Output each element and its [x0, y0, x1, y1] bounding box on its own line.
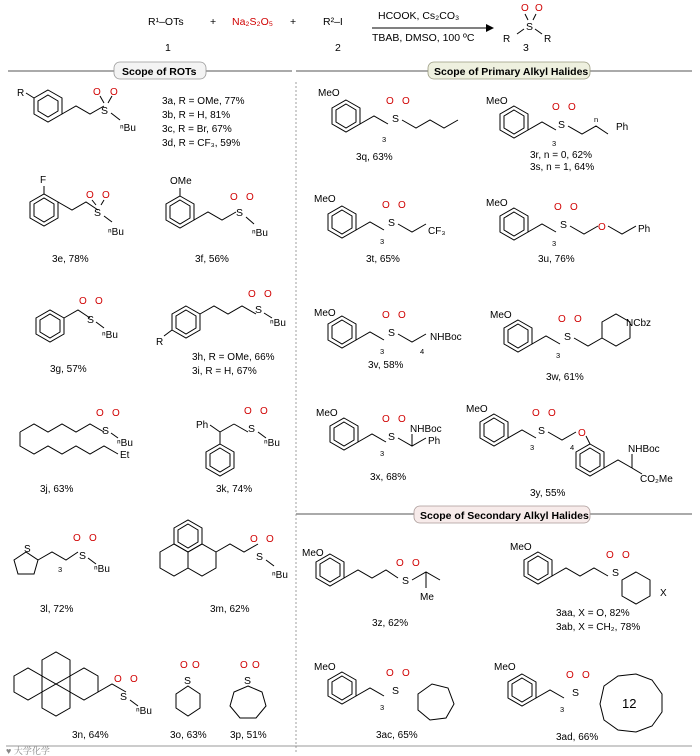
svg-text:F: F — [40, 175, 47, 186]
compound-3r-3s — [486, 96, 628, 148]
svg-text:O: O — [386, 96, 394, 107]
compound-3y — [466, 404, 673, 485]
plus-sign-2: + — [290, 16, 297, 28]
compound-3n — [14, 652, 152, 717]
svg-text:3: 3 — [552, 139, 557, 148]
svg-text:3: 3 — [58, 565, 63, 574]
svg-text:ⁿBu: ⁿBu — [264, 438, 280, 449]
compound-3e — [30, 175, 124, 238]
svg-text:MeO: MeO — [490, 310, 512, 321]
reagent-1-number: 1 — [165, 42, 171, 54]
svg-text:O: O — [402, 668, 410, 679]
svg-text:S: S — [256, 551, 264, 563]
svg-text:O: O — [622, 550, 630, 561]
svg-text:Me: Me — [420, 592, 434, 603]
svg-text:S: S — [392, 113, 400, 125]
svg-text:NHBoc: NHBoc — [410, 424, 442, 435]
svg-text:ⁿBu: ⁿBu — [272, 570, 288, 581]
label-3p: 3p, 51% — [230, 730, 267, 741]
svg-text:O: O — [598, 222, 606, 233]
svg-text:O: O — [521, 3, 529, 14]
compound-3a-3d — [17, 87, 136, 134]
svg-text:O: O — [180, 660, 188, 671]
label-3s: 3s, n = 1, 64% — [530, 162, 595, 173]
label-3ac: 3ac, 65% — [376, 730, 418, 741]
svg-text:O: O — [250, 534, 258, 545]
label-3m: 3m, 62% — [210, 604, 250, 615]
svg-text:S: S — [87, 314, 95, 326]
compound-3v — [314, 308, 462, 356]
label-3v: 3v, 58% — [368, 360, 404, 371]
compound-3h-3i — [156, 289, 286, 348]
product-3-number: 3 — [523, 42, 529, 54]
svg-text:O: O — [110, 87, 118, 98]
svg-text:O: O — [396, 558, 404, 569]
svg-text:O: O — [112, 408, 120, 419]
svg-text:NCbz: NCbz — [626, 318, 652, 329]
compound-3w — [490, 310, 651, 360]
watermark-text: ♥ 大学化学 — [6, 746, 50, 756]
compound-3g — [36, 296, 118, 342]
label-3r: 3r, n = 0, 62% — [530, 150, 592, 161]
svg-text:Et: Et — [120, 450, 130, 461]
label-3k: 3k, 74% — [216, 484, 253, 495]
svg-text:S: S — [255, 304, 263, 316]
svg-text:O: O — [192, 660, 200, 671]
label-3a: 3a, R = OMe, 77% — [162, 96, 245, 107]
svg-text:S: S — [564, 331, 572, 343]
svg-text:3: 3 — [530, 443, 535, 452]
svg-text:O: O — [398, 200, 406, 211]
plus-sign-1: + — [210, 16, 217, 28]
svg-text:O: O — [558, 314, 566, 325]
svg-text:O: O — [86, 190, 94, 201]
svg-text:O: O — [95, 296, 103, 307]
svg-text:S: S — [538, 425, 546, 437]
svg-text:O: O — [568, 102, 576, 113]
svg-text:O: O — [554, 202, 562, 213]
svg-text:O: O — [535, 3, 543, 14]
svg-text:O: O — [578, 428, 586, 439]
svg-text:ⁿBu: ⁿBu — [108, 227, 124, 238]
svg-text:O: O — [574, 314, 582, 325]
svg-text:3: 3 — [380, 449, 385, 458]
svg-text:3: 3 — [560, 705, 565, 714]
label-3u: 3u, 76% — [538, 254, 575, 265]
label-3b: 3b, R = H, 81% — [162, 110, 231, 121]
svg-text:X: X — [660, 588, 667, 599]
svg-text:O: O — [93, 87, 101, 98]
conditions-bottom: TBAB, DMSO, 100 ºC — [372, 32, 475, 44]
svg-text:4: 4 — [420, 347, 425, 356]
svg-text:R: R — [156, 337, 164, 348]
reagent-2-number: 2 — [335, 42, 341, 54]
svg-text:S: S — [24, 544, 31, 555]
svg-text:MeO: MeO — [486, 198, 508, 209]
svg-text:MeO: MeO — [314, 308, 336, 319]
label-3l: 3l, 72% — [40, 604, 74, 615]
svg-text:O: O — [582, 670, 590, 681]
label-3q: 3q, 63% — [356, 152, 393, 163]
svg-text:3: 3 — [380, 703, 385, 712]
svg-text:O: O — [114, 674, 122, 685]
label-3ab: 3ab, X = CH₂, 78% — [556, 622, 641, 633]
svg-text:O: O — [240, 660, 248, 671]
label-3y: 3y, 55% — [530, 488, 566, 499]
secondary-section-title: Scope of Secondary Alkyl Halides — [420, 510, 589, 522]
svg-text:ⁿBu: ⁿBu — [117, 438, 133, 449]
svg-text:S: S — [526, 21, 534, 33]
svg-text:R: R — [544, 34, 552, 45]
svg-text:S: S — [120, 691, 128, 703]
compound-3l — [14, 533, 110, 575]
svg-text:4: 4 — [570, 443, 575, 452]
label-3e: 3e, 78% — [52, 254, 89, 265]
label-3f: 3f, 56% — [195, 254, 229, 265]
svg-text:MeO: MeO — [314, 662, 336, 673]
svg-text:3: 3 — [380, 347, 385, 356]
svg-text:NHBoc: NHBoc — [430, 332, 462, 343]
compound-3o — [176, 660, 200, 716]
label-3w: 3w, 61% — [546, 372, 584, 383]
svg-text:O: O — [548, 408, 556, 419]
svg-text:R: R — [17, 88, 25, 99]
svg-text:MeO: MeO — [314, 194, 336, 205]
reagent-r1-ots: R¹–OTs — [148, 16, 184, 28]
svg-text:MeO: MeO — [302, 548, 324, 559]
compound-3u — [486, 198, 650, 248]
svg-text:O: O — [252, 660, 260, 671]
svg-text:OMe: OMe — [170, 176, 192, 187]
svg-text:O: O — [566, 670, 574, 681]
compound-3p — [230, 660, 266, 718]
svg-text:O: O — [130, 674, 138, 685]
svg-text:ⁿBu: ⁿBu — [120, 123, 136, 134]
svg-text:O: O — [398, 310, 406, 321]
svg-text:O: O — [532, 408, 540, 419]
svg-text:S: S — [392, 685, 400, 697]
label-3x: 3x, 68% — [370, 472, 407, 483]
svg-text:3: 3 — [382, 135, 387, 144]
svg-text:Ph: Ph — [616, 122, 629, 133]
compound-3aa-3ab — [510, 542, 667, 604]
svg-text:ⁿBu: ⁿBu — [270, 318, 286, 329]
svg-text:O: O — [102, 190, 110, 201]
rots-section-title: Scope of ROTs — [122, 66, 197, 78]
svg-text:3: 3 — [380, 237, 385, 246]
primary-section-title: Scope of Primary Alkyl Halides — [434, 66, 589, 78]
svg-text:ⁿBu: ⁿBu — [252, 228, 268, 239]
compound-3t — [314, 194, 445, 246]
svg-text:MeO: MeO — [318, 88, 340, 99]
svg-text:O: O — [398, 414, 406, 425]
svg-text:S: S — [572, 687, 580, 699]
compound-3k — [196, 406, 280, 476]
compound-3z — [302, 548, 440, 603]
label-3j: 3j, 63% — [40, 484, 74, 495]
product-sulfone-structure — [503, 3, 551, 45]
label-3z: 3z, 62% — [372, 618, 409, 629]
svg-text:O: O — [382, 200, 390, 211]
svg-text:S: S — [612, 567, 620, 579]
svg-text:S: S — [244, 675, 252, 687]
svg-text:S: S — [101, 105, 109, 117]
label-3o: 3o, 63% — [170, 730, 207, 741]
compound-3x — [316, 408, 442, 458]
svg-text:CO₂Me: CO₂Me — [640, 474, 673, 485]
svg-text:O: O — [570, 202, 578, 213]
svg-text:S: S — [236, 207, 244, 219]
svg-text:12: 12 — [622, 696, 637, 711]
svg-text:ⁿBu: ⁿBu — [102, 330, 118, 341]
svg-text:O: O — [79, 296, 87, 307]
compound-3j — [20, 408, 133, 461]
svg-text:O: O — [606, 550, 614, 561]
svg-text:O: O — [73, 533, 81, 544]
svg-text:O: O — [382, 310, 390, 321]
svg-text:n: n — [594, 115, 599, 124]
svg-text:S: S — [102, 425, 110, 437]
svg-text:O: O — [412, 558, 420, 569]
label-3h: 3h, R = OMe, 66% — [192, 352, 275, 363]
svg-text:S: S — [388, 217, 396, 229]
svg-text:S: S — [558, 119, 566, 131]
svg-text:CF₃: CF₃ — [428, 226, 446, 237]
svg-text:MeO: MeO — [466, 404, 488, 415]
compound-3ad — [494, 662, 662, 732]
svg-text:O: O — [402, 96, 410, 107]
svg-text:O: O — [89, 533, 97, 544]
svg-text:S: S — [388, 431, 396, 443]
svg-text:R: R — [503, 34, 511, 45]
svg-text:O: O — [266, 534, 274, 545]
reaction-arrow-head — [486, 24, 494, 32]
compound-3q — [318, 88, 458, 144]
svg-text:ⁿBu: ⁿBu — [136, 706, 152, 717]
svg-text:S: S — [388, 327, 396, 339]
svg-text:O: O — [246, 192, 254, 203]
label-3g: 3g, 57% — [50, 364, 87, 375]
svg-text:MeO: MeO — [486, 96, 508, 107]
svg-text:Ph: Ph — [638, 224, 651, 235]
svg-text:S: S — [560, 219, 568, 231]
reagent-r2-i: R²–I — [323, 16, 343, 28]
reaction-header — [148, 3, 551, 54]
svg-text:3: 3 — [556, 351, 561, 360]
sodium-metabisulfite: Na₂S₂O₅ — [232, 16, 273, 28]
svg-text:O: O — [264, 289, 272, 300]
conditions-top: HCOOK, Cs₂CO₃ — [378, 10, 460, 22]
compound-3f — [166, 176, 268, 239]
svg-text:O: O — [386, 668, 394, 679]
label-3d: 3d, R = CF₃, 59% — [162, 138, 241, 149]
svg-text:O: O — [230, 192, 238, 203]
label-3c: 3c, R = Br, 67% — [162, 124, 232, 135]
svg-text:O: O — [248, 289, 256, 300]
svg-text:3: 3 — [552, 239, 557, 248]
label-3t: 3t, 65% — [366, 254, 400, 265]
svg-text:S: S — [184, 675, 192, 687]
svg-text:O: O — [552, 102, 560, 113]
svg-text:MeO: MeO — [494, 662, 516, 673]
svg-text:MeO: MeO — [510, 542, 532, 553]
svg-text:S: S — [402, 575, 410, 587]
svg-text:S: S — [94, 207, 102, 219]
svg-text:Ph: Ph — [196, 420, 209, 431]
svg-text:O: O — [260, 406, 268, 417]
label-3n: 3n, 64% — [72, 730, 109, 741]
svg-text:NHBoc: NHBoc — [628, 444, 660, 455]
svg-text:Ph: Ph — [428, 436, 441, 447]
svg-text:O: O — [96, 408, 104, 419]
svg-text:MeO: MeO — [316, 408, 338, 419]
label-3ad: 3ad, 66% — [556, 732, 599, 743]
label-3aa: 3aa, X = O, 82% — [556, 608, 630, 619]
svg-text:S: S — [248, 423, 256, 435]
compound-3ac — [314, 662, 454, 720]
compound-3m — [160, 520, 288, 581]
svg-text:O: O — [382, 414, 390, 425]
label-3i: 3i, R = H, 67% — [192, 366, 257, 377]
svg-text:O: O — [244, 406, 252, 417]
svg-text:ⁿBu: ⁿBu — [94, 564, 110, 575]
svg-text:S: S — [79, 550, 87, 562]
